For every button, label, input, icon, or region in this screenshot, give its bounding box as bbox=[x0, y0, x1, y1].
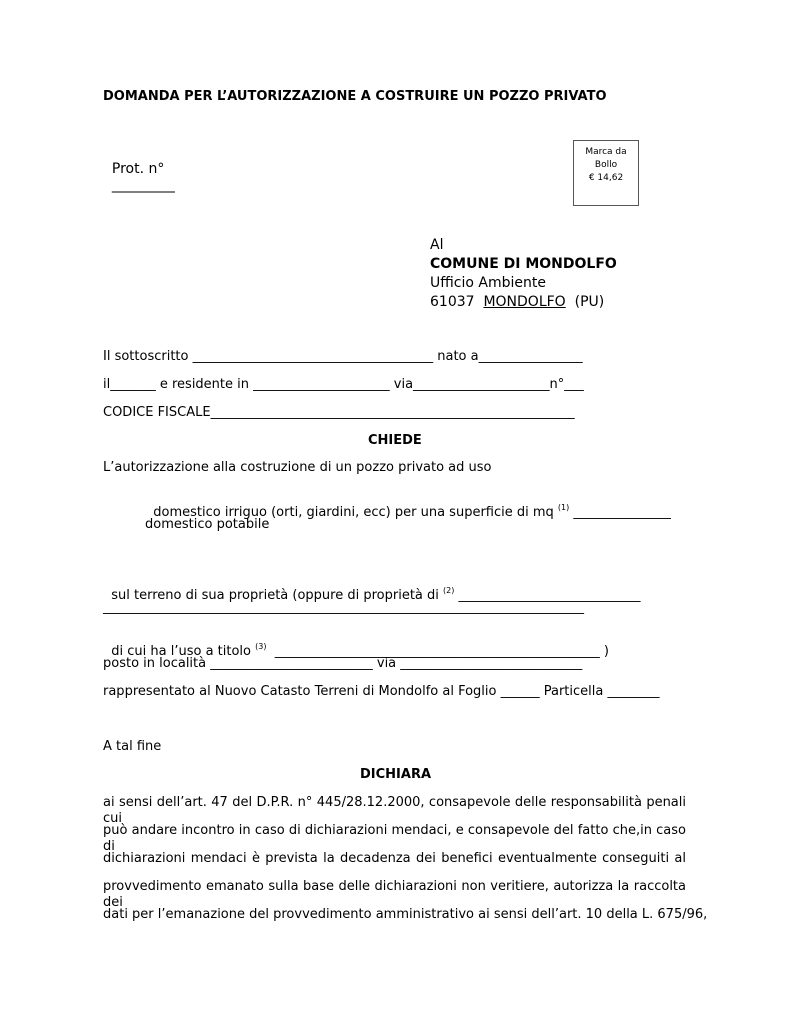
note-1: (1) bbox=[557, 503, 570, 512]
address-cap: 61037 bbox=[430, 294, 475, 310]
declaration-line-2: può andare incontro in caso di dichiarazioni mendaci, e consapevole del fatto che,in caso di bbox=[103, 823, 686, 854]
prot-blank: _________ bbox=[111, 177, 175, 193]
option-irriguo-text: domestico irriguo (orti, giardini, ecc) per una superficie di mq bbox=[153, 505, 554, 520]
address-ufficio: Ufficio Ambiente bbox=[430, 275, 546, 291]
titolo-blank: __________________________________________________ ) bbox=[274, 644, 609, 659]
declaration-line-4: provvedimento emanato sulla base delle dichiarazioni non veritiere, autorizza la raccolta dei bbox=[103, 879, 686, 910]
terreno-continuation-line[interactable]: __________________________________________________________________________ bbox=[103, 600, 584, 615]
option-irriguo-blank: _______________ bbox=[573, 505, 671, 520]
autorizzazione-text: L’autorizzazione alla costruzione di un pozzo privato ad uso bbox=[103, 460, 492, 475]
prot-label: Prot. n° bbox=[111, 161, 165, 177]
residenza-line[interactable]: il_______ e residente in _____________________ via_____________________n°___ bbox=[103, 377, 584, 392]
stamp-line-2: Bollo bbox=[594, 160, 618, 170]
declaration-line-3: dichiarazioni mendaci è prevista la decadenza dei benefici eventualmente conseguiti al bbox=[103, 851, 686, 866]
address-comune: COMUNE DI MONDOLFO bbox=[430, 256, 617, 272]
catasto-line[interactable]: rappresentato al Nuovo Catasto Terreni di Mondolfo al Foglio ______ Particella ________ bbox=[103, 684, 660, 699]
codice-fiscale-line[interactable]: CODICE FISCALE________________________________________________________ bbox=[103, 405, 575, 420]
document-title: DOMANDA PER L’AUTORIZZAZIONE A COSTRUIRE UN POZZO PRIVATO bbox=[103, 89, 607, 104]
tal-fine-text: A tal fine bbox=[103, 739, 162, 754]
address-city-line bbox=[430, 293, 617, 312]
recipient-address bbox=[430, 236, 617, 312]
declaration-line-1: ai sensi dell’art. 47 del D.P.R. n° 445/28.12.2000, consapevole delle responsabilità penali cui bbox=[103, 795, 686, 826]
stamp-line-3: € 14,62 bbox=[588, 173, 624, 183]
declaration-line-5: dati per l’emanazione del provvedimento amministrativo ai sensi dell’art. 10 della L. 675/96, bbox=[103, 907, 708, 922]
titolo-text: di cui ha l’uso a titolo bbox=[111, 644, 251, 659]
terreno-text: sul terreno di sua proprietà (oppure di proprietà di bbox=[111, 588, 439, 603]
address-city: MONDOLFO bbox=[483, 294, 566, 310]
option-potabile[interactable]: domestico potabile bbox=[145, 517, 270, 532]
localita-line[interactable]: posto in località _________________________ via ____________________________ bbox=[103, 656, 583, 671]
sottoscritto-line[interactable]: Il sottoscritto _____________________________________ nato a________________ bbox=[103, 349, 583, 364]
chiede-heading: CHIEDE bbox=[368, 433, 422, 448]
dichiara-heading: DICHIARA bbox=[360, 767, 432, 782]
note-3: (3) bbox=[255, 642, 267, 651]
address-al: Al bbox=[430, 237, 444, 253]
prot-field[interactable] bbox=[103, 145, 175, 193]
stamp-line-1: Marca da bbox=[585, 147, 627, 157]
terreno-blank: ____________________________ bbox=[458, 588, 641, 603]
address-prov: (PU) bbox=[574, 294, 605, 310]
revenue-stamp-box bbox=[573, 140, 639, 206]
note-2: (2) bbox=[443, 586, 455, 595]
